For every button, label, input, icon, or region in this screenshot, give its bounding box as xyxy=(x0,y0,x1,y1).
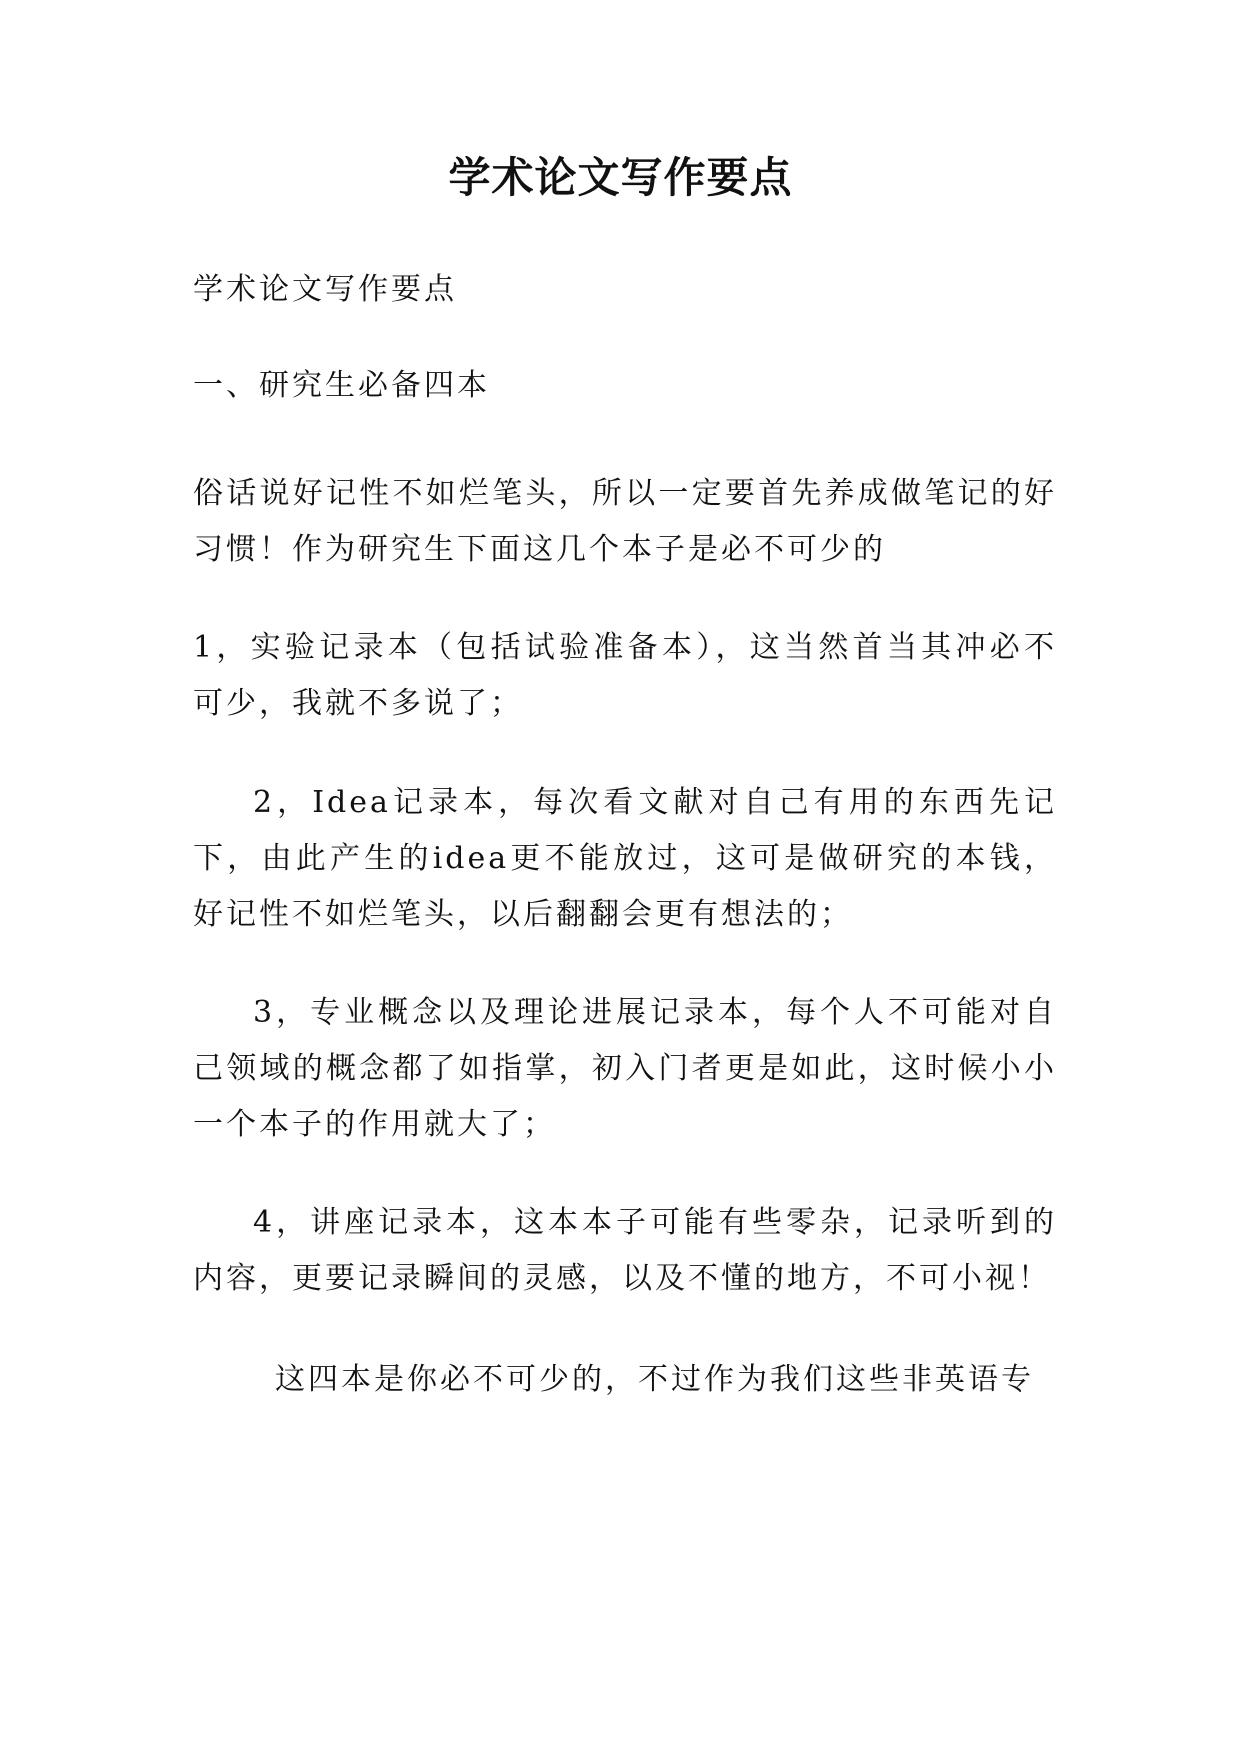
section-heading: 一、研究生必备四本 xyxy=(193,368,490,403)
paragraph-intro: 俗话说好记性不如烂笔头，所以一定要首先养成做笔记的好习惯！作为研究生下面这几个本子是必不可少的 xyxy=(193,476,1057,567)
paragraph-subtitle: 学术论文写作要点 xyxy=(193,272,457,307)
paragraph-closing: 这四本是你必不可少的，不过作为我们这些非英语专 xyxy=(275,1362,1034,1397)
document-title: 学术论文写作要点 xyxy=(448,153,793,202)
paragraph-item-3: 3，专业概念以及理论进展记录本，每个人不可能对自己领域的概念都了如指掌，初入门者更是如此，这时候小小一个本子的作用就大了； xyxy=(193,995,1057,1142)
paragraph-item-4: 4，讲座记录本，这本本子可能有些零杂，记录听到的内容，更要记录瞬间的灵感，以及不懂的地方，不可小视！ xyxy=(193,1205,1057,1296)
paragraph-item-1: 1，实验记录本（包括试验准备本），这当然首当其冲必不可少，我就不多说了； xyxy=(193,630,1057,721)
paragraph-item-2: 2，Idea记录本，每次看文献对自己有用的东西先记下，由此产生的idea更不能放过，这可是做研究的本钱，好记性不如烂笔头，以后翻翻会更有想法的； xyxy=(193,785,1057,932)
